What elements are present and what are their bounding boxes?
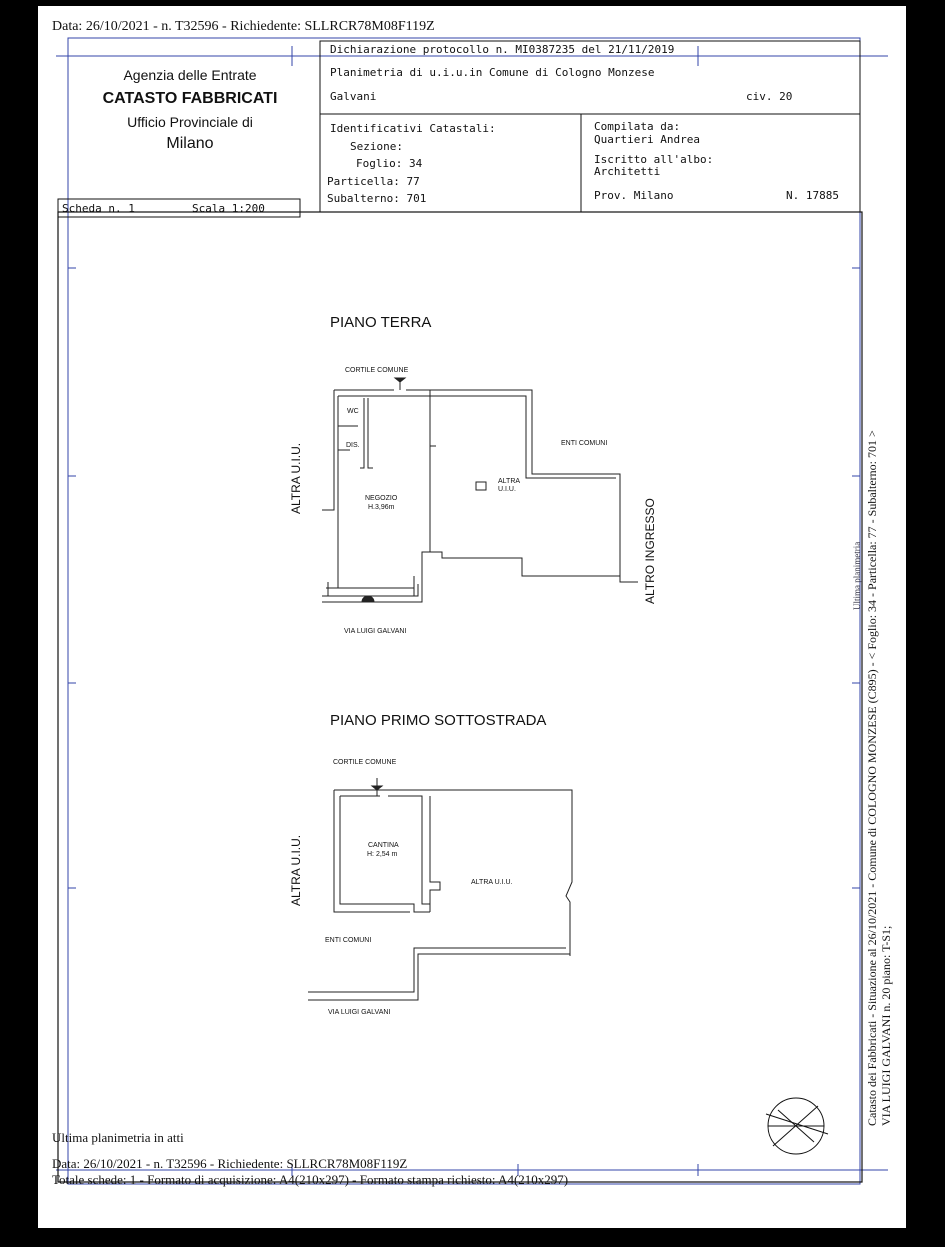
compiler-registration-number: N. 17885: [786, 189, 839, 202]
compiler-province: Prov. Milano: [594, 189, 674, 202]
albo-title: Iscritto all'albo:: [594, 153, 714, 166]
label-via-ground: VIA LUIGI GALVANI: [344, 628, 407, 635]
protocol-declaration: Dichiarazione protocollo n. MI0387235 del 21/11/2019: [330, 43, 675, 56]
planimetria-title: Planimetria di u.i.u.in Comune di Cologno Monzese: [330, 66, 655, 79]
footer-last-plan: Ultima planimetria in atti: [52, 1130, 184, 1145]
identifier-particella: Particella: 77: [327, 175, 420, 188]
label-altra-uiu-b: U.I.U.: [498, 486, 516, 493]
label-cantina-height: H: 2,54 m: [367, 851, 398, 858]
scale-label: Scala 1:200: [192, 202, 265, 215]
scheda-number: Scheda n. 1: [62, 202, 135, 215]
label-enti-ground: ENTI COMUNI: [561, 440, 608, 447]
agency-city: Milano: [166, 135, 214, 152]
label-altra-uiu-basement: ALTRA U.I.U.: [471, 879, 513, 886]
side-address-line: VIA LUIGI GALVANI n. 20 piano: T-S1;: [879, 925, 893, 1126]
label-altra-uiu-left-basement: ALTRA U.I.U.: [289, 834, 303, 906]
identifier-subalterno: Subalterno: 701: [327, 192, 427, 205]
floor-title-basement: PIANO PRIMO SOTTOSTRADA: [330, 712, 547, 729]
label-wc: WC: [347, 408, 359, 415]
agency-office: Ufficio Provinciale di: [127, 114, 253, 130]
side-situation-line: Catasto dei Fabbricati - Situazione al 26/10/2021 - Comune di COLOGNO MONZESE (C895) - < Foglio: 34 - Particella: 77 - Subalterno: 701 >: [865, 430, 879, 1126]
albo-value: Architetti: [594, 165, 661, 178]
label-via-basement: VIA LUIGI GALVANI: [328, 1009, 391, 1016]
label-dis: DIS.: [346, 442, 360, 449]
label-cortile-basement: CORTILE COMUNE: [333, 759, 397, 766]
identifiers-title: Identificativi Catastali:: [330, 122, 496, 135]
header-request-line: Data: 26/10/2021 - n. T32596 - Richiedente: SLLRCR78M08F119Z: [52, 19, 435, 34]
footer-totale-line: Totale schede: 1 - Formato di acquisizione: A4(210x297) - Formato stampa richiesto: A4(210x297): [52, 1172, 569, 1187]
identifier-foglio: Foglio: 34: [356, 157, 423, 170]
agency-name: Agenzia delle Entrate: [123, 67, 257, 83]
cadastral-document: [38, 6, 906, 1228]
label-cortile-ground: CORTILE COMUNE: [345, 367, 409, 374]
side-stamp: Ultima planimetria: [852, 541, 862, 610]
label-enti-basement: ENTI COMUNI: [325, 937, 372, 944]
compiler-title: Compilata da:: [594, 120, 681, 133]
civic-number: civ. 20: [746, 90, 793, 103]
footer-data-line: Data: 26/10/2021 - n. T32596 - Richiedente: SLLRCR78M08F119Z: [52, 1156, 408, 1171]
label-altra-uiu-left-ground: ALTRA U.I.U.: [289, 442, 303, 514]
compiler-name: Quartieri Andrea: [594, 133, 700, 146]
agency-catasto: CATASTO FABBRICATI: [102, 90, 278, 107]
floor-plans: [38, 6, 906, 1228]
identifier-sezione: Sezione:: [350, 140, 403, 153]
label-negozio: NEGOZIO: [365, 495, 398, 502]
street-name: Galvani: [330, 90, 377, 103]
label-cantina: CANTINA: [368, 842, 399, 849]
label-altro-ingresso: ALTRO INGRESSO: [643, 498, 657, 604]
floor-plan-basement: [308, 778, 572, 1000]
floor-title-ground: PIANO TERRA: [330, 314, 432, 331]
label-negozio-height: H.3,96m: [368, 504, 395, 511]
floor-plan-ground: [322, 378, 638, 602]
label-altra-uiu-a: ALTRA: [498, 478, 521, 485]
